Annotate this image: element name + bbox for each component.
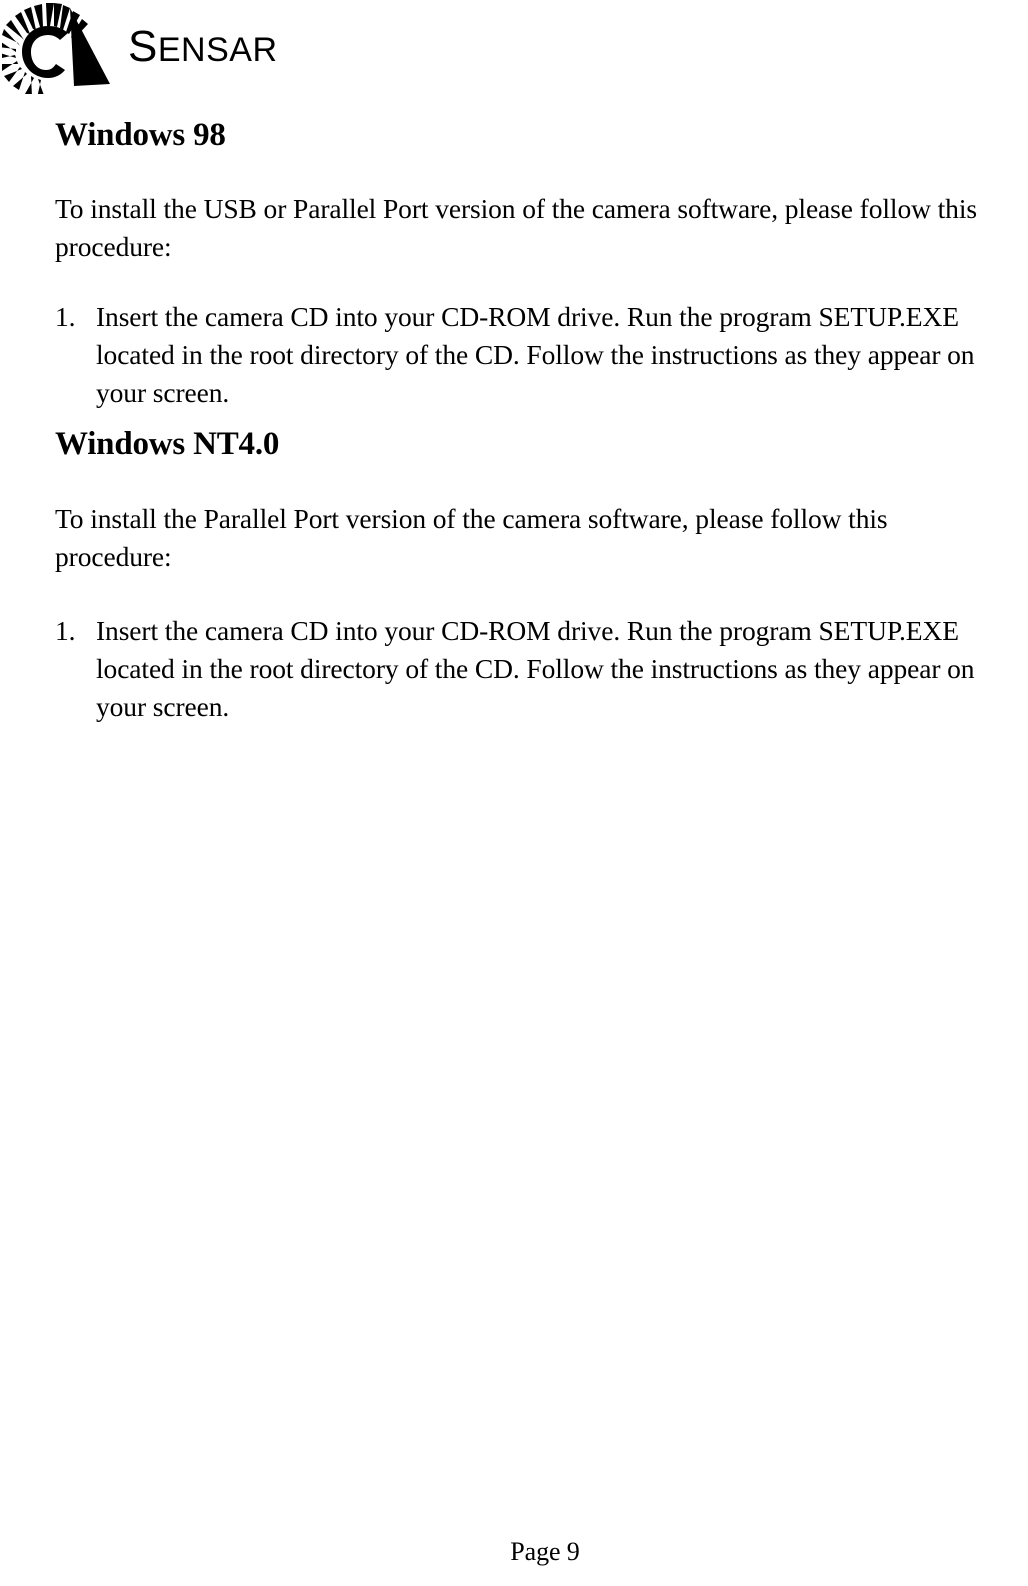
section-paragraph-wrapper — [55, 500, 1000, 576]
section-heading: Windows 98 — [55, 117, 226, 153]
page-footer — [0, 1537, 1028, 1567]
section-paragraph-wrapper — [55, 190, 1000, 266]
list-item-text: Insert the camera CD into your CD-ROM drive. Run the program SETUP.EXE located in the root directory of the CD. Follow the instructions as they appear on your screen. — [96, 301, 975, 408]
list-item — [55, 612, 1023, 726]
section-paragraph: To install the USB or Parallel Port version of the camera software, please follow this procedure: — [55, 193, 977, 262]
wordmark-rest: ENSAR — [157, 31, 278, 69]
section-steps-wrapper — [55, 612, 1023, 726]
page-header — [0, 0, 1028, 95]
section-paragraph: To install the Parallel Port version of the camera software, please follow this procedure: — [55, 503, 888, 572]
section-windows-nt40 — [55, 425, 1023, 463]
section-heading: Windows NT4.0 — [55, 426, 280, 462]
list-item — [55, 298, 1023, 412]
section-windows-98 — [55, 116, 1023, 154]
sensar-iris-logo-icon — [2, 2, 130, 94]
sensar-wordmark — [128, 20, 278, 74]
wordmark-initial: S — [128, 22, 158, 71]
numbered-step-list — [55, 298, 1023, 412]
section-steps-wrapper — [55, 298, 1023, 412]
list-item-number: 1. — [55, 615, 76, 646]
numbered-step-list — [55, 612, 1023, 726]
page-number: Page 9 — [510, 1537, 580, 1566]
list-item-text: Insert the camera CD into your CD-ROM drive. Run the program SETUP.EXE located in the root directory of the CD. Follow the instructions as they appear on your screen. — [96, 615, 975, 722]
list-item-number: 1. — [55, 301, 76, 332]
